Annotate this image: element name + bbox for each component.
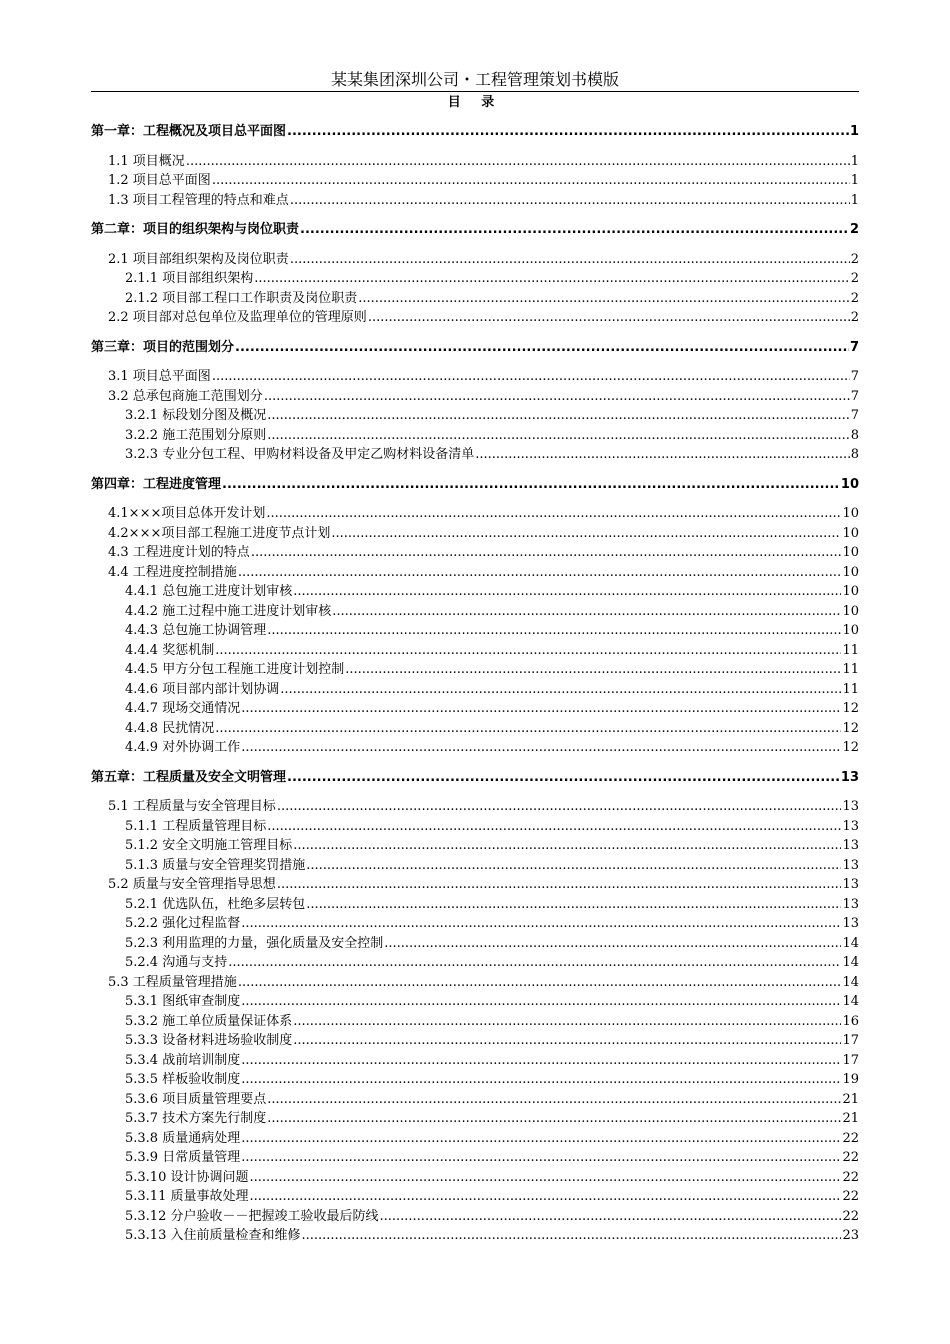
toc-entry-text: 第五章：工程质量及安全文明管理 (91, 769, 287, 785)
toc-chapter-entry[interactable] (91, 219, 859, 238)
toc-page-number: 13 (842, 838, 859, 853)
toc-page-number: 12 (842, 740, 859, 755)
toc-entry-text: 第三章：项目的范围划分 (91, 339, 235, 355)
toc-entry-text: 第一章：工程概况及项目总平面图 (91, 124, 287, 139)
toc-entry[interactable] (91, 386, 859, 405)
toc-entry-text: 5.2 质量与安全管理指导思想 (108, 877, 276, 892)
toc-page-number: 14 (842, 955, 859, 970)
toc-entry[interactable] (91, 874, 859, 893)
toc-dot-leader (222, 477, 840, 493)
toc-dot-leader (331, 526, 841, 542)
toc-entry-text: 5.3.6 项目质量管理要点 (125, 1091, 267, 1107)
toc-page-number: 22 (842, 1208, 859, 1224)
toc-entry[interactable] (91, 679, 859, 698)
toc-dot-leader (251, 545, 842, 561)
toc-page-number: 13 (842, 896, 859, 912)
toc-page-number: 13 (842, 857, 859, 873)
toc-page-number: 10 (842, 584, 859, 599)
toc-dot-leader (293, 1033, 841, 1049)
toc-dot-leader (358, 291, 850, 307)
toc-dot-leader (241, 1131, 841, 1147)
toc-page-number: 11 (842, 662, 859, 677)
toc-entry[interactable] (91, 542, 859, 561)
toc-page-number: 13 (842, 877, 859, 892)
toc-page-number: 14 (842, 974, 859, 990)
toc-dot-leader (241, 1072, 841, 1088)
toc-entry[interactable] (91, 562, 859, 581)
toc-page-number: 7 (850, 408, 859, 423)
toc-entry-text: 5.2.1 优选队伍，杜绝多层转包 (125, 896, 306, 912)
toc-chapter-entry[interactable] (91, 767, 859, 786)
header-divider (91, 91, 859, 92)
toc-page-number: 1 (850, 192, 859, 208)
toc-dot-leader (241, 1150, 841, 1166)
toc-page-number: 2 (850, 271, 859, 286)
toc-dot-leader (238, 975, 842, 991)
toc-entry-text: 5.3.12 分户验收－－把握竣工验收最后防线 (125, 1208, 379, 1224)
toc-dot-leader (228, 955, 841, 971)
toc-page-number: 22 (842, 1169, 859, 1185)
toc-entry-text: 5.2.4 沟通与支持 (125, 955, 228, 970)
toc-page-number: 2 (850, 251, 859, 267)
toc-page-number: 7 (849, 339, 859, 355)
toc-dot-leader (293, 584, 841, 600)
toc-entry-text: 5.3.4 战前培训制度 (125, 1052, 241, 1068)
toc-page-number: 8 (850, 427, 859, 443)
toc-entry[interactable] (91, 1108, 859, 1127)
toc-dot-leader (266, 506, 841, 522)
toc-entry-text: 2.1.2 项目部工程口工作职责及岗位职责 (125, 290, 358, 306)
toc-entry[interactable] (91, 601, 859, 620)
toc-entry-text: 5.1.1 工程质量管理目标 (125, 818, 267, 834)
toc-page-number: 2 (850, 290, 859, 306)
toc-dot-leader (306, 858, 841, 874)
toc-page-number: 22 (842, 1189, 859, 1204)
toc-page-number: 1 (850, 153, 859, 169)
toc-entry[interactable] (91, 698, 859, 717)
toc-entry-text: 4.1×××项目总体开发计划 (108, 506, 266, 521)
toc-page-number: 16 (842, 1013, 859, 1029)
toc-entry-text: 5.1.3 质量与安全管理奖罚措施 (125, 857, 306, 873)
toc-entry[interactable] (91, 1225, 859, 1244)
toc-entry[interactable] (91, 523, 859, 542)
toc-entry[interactable] (91, 1011, 859, 1030)
toc-page-number: 11 (842, 681, 859, 697)
toc-entry-text: 5.3.9 日常质量管理 (125, 1150, 241, 1165)
toc-entry-text: 3.2.2 施工范围划分原则 (125, 427, 267, 443)
toc-entry-text: 4.4.8 民扰情况 (125, 720, 215, 736)
toc-dot-leader (300, 222, 849, 238)
toc-dot-leader (287, 770, 840, 786)
toc-entry[interactable] (91, 816, 859, 835)
toc-chapter-entry[interactable] (91, 474, 859, 493)
toc-entry-text: 5.3.10 设计协调问题 (125, 1169, 249, 1185)
toc-page-number: 10 (840, 476, 859, 492)
toc-page-number: 10 (842, 506, 859, 521)
toc-entry-text: 4.4.4 奖惩机制 (125, 642, 215, 658)
toc-page-number: 10 (842, 623, 859, 638)
toc-dot-leader (241, 916, 841, 932)
toc-dot-leader (215, 643, 841, 659)
toc-dot-leader (212, 369, 850, 385)
toc-page-number: 11 (842, 642, 859, 658)
toc-dot-leader (267, 623, 841, 639)
toc-entry-text: 2.1 项目部组织架构及岗位职责 (108, 251, 289, 267)
toc-entry[interactable] (91, 444, 859, 463)
toc-page-number: 17 (842, 1052, 859, 1068)
toc-entry[interactable] (91, 972, 859, 991)
toc-entry[interactable] (91, 1186, 859, 1205)
toc-entry-text: 5.3.1 图纸审查制度 (125, 994, 241, 1009)
toc-page-number: 21 (842, 1091, 859, 1107)
toc-entry[interactable] (91, 1069, 859, 1088)
toc-page-number: 21 (842, 1111, 859, 1126)
toc-entry-text: 3.2 总承包商施工范围划分 (108, 388, 263, 404)
toc-entry[interactable] (91, 288, 859, 307)
toc-page-number: 1 (849, 124, 859, 139)
toc-page-number: 13 (842, 799, 859, 814)
toc-page-number: 10 (842, 564, 859, 580)
toc-entry-text: 4.4.9 对外协调工作 (125, 740, 241, 755)
toc-entry-text: 5.2.3 利用监理的力量，强化质量及安全控制 (125, 935, 384, 951)
toc-dot-leader (379, 1209, 841, 1225)
toc-page-number: 2 (849, 222, 859, 237)
toc-dot-leader (249, 1170, 841, 1186)
toc-entry[interactable] (91, 835, 859, 854)
toc-dot-leader (280, 682, 841, 698)
toc-entry[interactable] (91, 249, 859, 268)
toc-entry[interactable] (91, 1147, 859, 1166)
toc-page-number: 17 (842, 1033, 859, 1048)
toc-entry-text: 5.3.3 设备材料进场验收制度 (125, 1033, 293, 1048)
toc-entry-text: 4.4.6 项目部内部计划协调 (125, 681, 280, 697)
toc-page-number: 10 (842, 525, 859, 541)
toc-entry-text: 3.2.1 标段划分图及概况 (125, 408, 267, 423)
toc-dot-leader (290, 193, 850, 209)
toc-entry-text: 1.3 项目工程管理的特点和难点 (108, 192, 289, 208)
toc-page-number: 2 (850, 310, 859, 325)
toc-page-number: 14 (842, 935, 859, 951)
document-header-title: 某某集团深圳公司・工程管理策划书模版 (330, 70, 619, 89)
toc-dot-leader (332, 604, 841, 620)
toc-page-number: 8 (850, 447, 859, 462)
toc-dot-leader (301, 1228, 841, 1244)
toc-dot-leader (368, 310, 850, 326)
toc-dot-leader (345, 662, 841, 678)
toc-entry-text: 3.1 项目总平面图 (108, 369, 211, 384)
toc-entry-text: 5.3.5 样板验收制度 (125, 1072, 241, 1087)
toc-entry[interactable] (91, 620, 859, 639)
toc-dot-leader (267, 408, 850, 424)
toc-page-number: 13 (842, 916, 859, 931)
toc-entry[interactable] (91, 718, 859, 737)
toc-entry[interactable] (91, 1167, 859, 1186)
toc-entry[interactable] (91, 952, 859, 971)
toc-entry[interactable] (91, 425, 859, 444)
toc-dot-leader (475, 447, 850, 463)
toc-dot-leader (277, 799, 842, 815)
toc-entry[interactable] (91, 190, 859, 209)
toc-chapter-entry[interactable] (91, 337, 859, 356)
toc-entry[interactable] (91, 1089, 859, 1108)
toc-entry-text: 4.4.2 施工过程中施工进度计划审核 (125, 603, 332, 619)
toc-entry-text: 第二章：项目的组织架构与岗位职责 (91, 222, 300, 237)
toc-dot-leader (287, 124, 849, 140)
toc-entry[interactable] (91, 503, 859, 522)
toc-dot-leader (306, 897, 841, 913)
toc-entry-text: 5.3.11 质量事故处理 (125, 1189, 249, 1204)
toc-dot-leader (293, 838, 841, 854)
toc-entry[interactable] (91, 1030, 859, 1049)
toc-entry[interactable] (91, 640, 859, 659)
toc-dot-leader (241, 701, 841, 717)
toc-dot-leader (277, 877, 842, 893)
toc-dot-leader (241, 740, 841, 756)
toc-dot-leader (215, 721, 841, 737)
toc-entry[interactable] (91, 1050, 859, 1069)
toc-entry[interactable] (91, 913, 859, 932)
toc-page-number: 13 (840, 769, 859, 785)
toc-entry-text: 5.3.2 施工单位质量保证体系 (125, 1013, 293, 1029)
toc-dot-leader (186, 154, 850, 170)
toc-entry-text: 1.1 项目概况 (108, 153, 185, 169)
toc-title: 目 录 (447, 95, 503, 110)
toc-entry-text: 第四章：工程进度管理 (91, 476, 222, 492)
toc-entry-text: 1.2 项目总平面图 (108, 173, 211, 188)
toc-dot-leader (264, 389, 850, 405)
toc-entry-text: 4.3 工程进度计划的特点 (108, 545, 250, 560)
toc-entry-text: 2.1.1 项目部组织架构 (125, 271, 254, 286)
toc-entry-text: 4.4.1 总包施工进度计划审核 (125, 584, 293, 599)
toc-page-number: 14 (842, 994, 859, 1009)
toc-entry[interactable] (91, 268, 859, 287)
toc-entry[interactable] (91, 933, 859, 952)
toc-entry[interactable] (91, 894, 859, 913)
toc-chapter-entry[interactable] (91, 121, 859, 140)
toc-entry-text: 3.2.3 专业分包工程、甲购材料设备及甲定乙购材料设备清单 (125, 447, 475, 462)
toc-dot-leader (235, 340, 849, 356)
toc-entry-text: 5.2.2 强化过程监督 (125, 916, 241, 931)
toc-entry[interactable] (91, 170, 859, 189)
toc-dot-leader (267, 428, 850, 444)
toc-entry[interactable] (91, 1128, 859, 1147)
toc-entry[interactable] (91, 151, 859, 170)
toc-page-number: 10 (842, 603, 859, 619)
toc-dot-leader (238, 565, 842, 581)
toc-dot-leader (212, 173, 850, 189)
toc-dot-leader (241, 1053, 841, 1069)
toc-entry-text: 5.3.8 质量通病处理 (125, 1130, 241, 1146)
toc-dot-leader (384, 936, 841, 952)
toc-entry-text: 5.3.7 技术方案先行制度 (125, 1111, 267, 1126)
toc-entry-text: 4.4 工程进度控制措施 (108, 564, 237, 580)
toc-dot-leader (293, 1014, 841, 1030)
toc-page-number: 23 (842, 1228, 859, 1243)
toc-page-number: 13 (842, 818, 859, 834)
toc-entry[interactable] (91, 581, 859, 600)
toc-entry[interactable] (91, 737, 859, 756)
toc-entry-text: 5.3 工程质量管理措施 (108, 974, 237, 990)
toc-entry[interactable] (91, 405, 859, 424)
toc-entry-text: 5.1 工程质量与安全管理目标 (108, 799, 276, 814)
toc-page-number: 22 (842, 1130, 859, 1146)
toc-dot-leader (267, 1092, 841, 1108)
toc-entry-text: 5.3.13 入住前质量检查和维修 (125, 1228, 301, 1243)
toc-dot-leader (267, 819, 841, 835)
toc-entry[interactable] (91, 1206, 859, 1225)
toc-page-number: 12 (842, 720, 859, 736)
toc-dot-leader (290, 252, 850, 268)
toc-entry-text: 2.2 项目部对总包单位及监理单位的管理原则 (108, 310, 367, 325)
toc-dot-leader (267, 1111, 841, 1127)
toc-dot-leader (254, 271, 850, 287)
toc-entry[interactable] (91, 366, 859, 385)
toc-page-number: 1 (850, 173, 859, 188)
toc-entry-text: 4.4.7 现场交通情况 (125, 701, 241, 716)
toc-entry-text: 4.4.3 总包施工协调管理 (125, 623, 267, 638)
toc-entry-text: 5.1.2 安全文明施工管理目标 (125, 838, 293, 853)
toc-entry[interactable] (91, 991, 859, 1010)
toc-page-number: 10 (842, 545, 859, 560)
toc-dot-leader (249, 1189, 841, 1205)
toc-entry[interactable] (91, 855, 859, 874)
toc-entry[interactable] (91, 659, 859, 678)
toc-page-number: 7 (850, 369, 859, 384)
toc-entry[interactable] (91, 796, 859, 815)
toc-page-number: 19 (842, 1072, 859, 1087)
toc-page-number: 7 (850, 388, 859, 404)
toc-page-number: 12 (842, 701, 859, 716)
toc-entry[interactable] (91, 307, 859, 326)
toc-page-number: 22 (842, 1150, 859, 1165)
toc-entry-text: 4.4.5 甲方分包工程施工进度计划控制 (125, 662, 345, 677)
toc-dot-leader (241, 994, 841, 1010)
toc-entry-text: 4.2×××项目部工程施工进度节点计划 (108, 525, 331, 541)
